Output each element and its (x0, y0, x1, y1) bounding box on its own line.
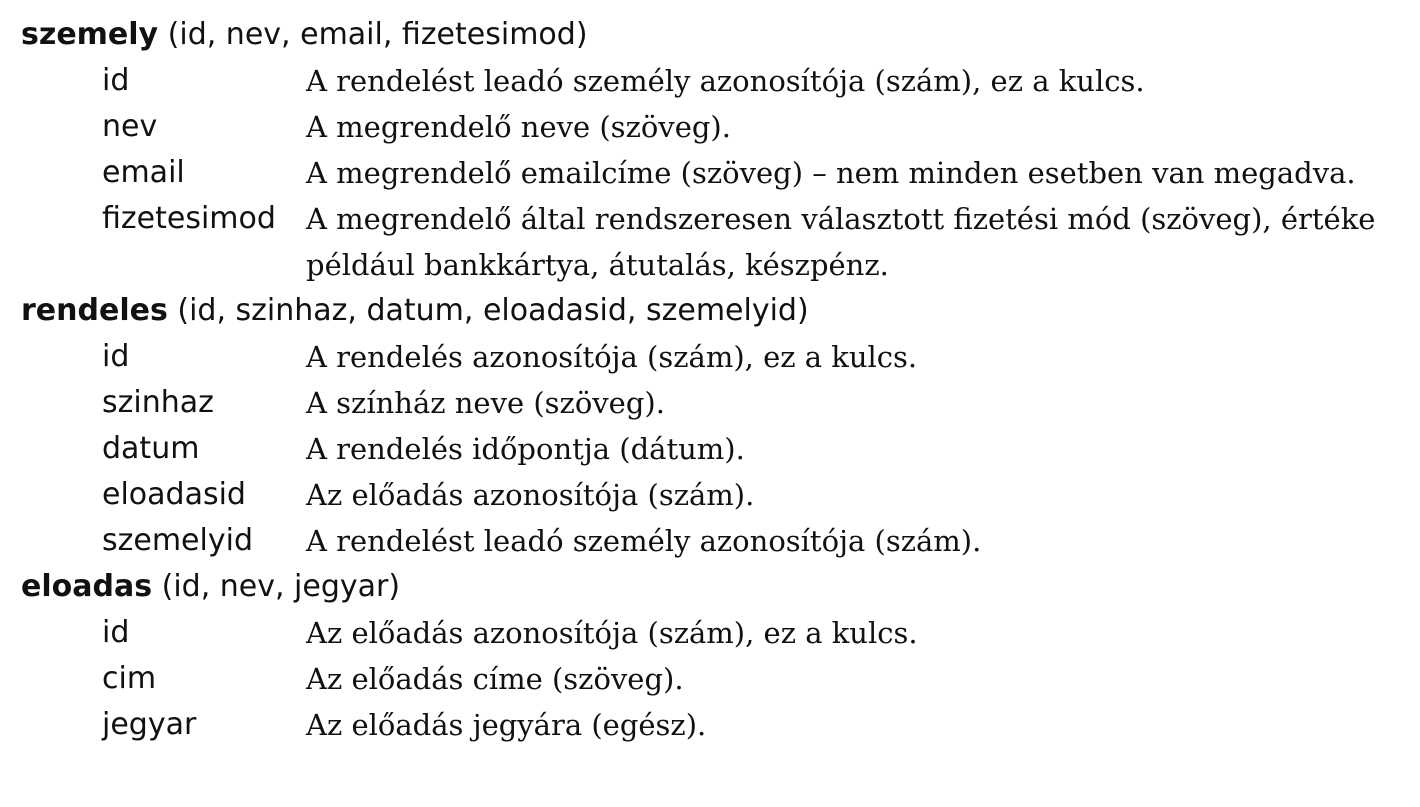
field-description: A megrendelő által rendszeresen választott fizetési mód (szöveg), értéke például bankkártya, átutalás, készpénz. (306, 202, 1376, 282)
field-row (21, 518, 1406, 564)
table-szemely (21, 12, 1406, 288)
field-row (21, 150, 1406, 196)
table-name: eloadas (21, 569, 153, 604)
field-description: A rendelést leadó személy azonosítója (szám). (306, 524, 982, 558)
field-row (21, 58, 1406, 104)
field-name: datum (102, 431, 200, 466)
field-name: id (102, 615, 130, 650)
field-name: id (102, 339, 130, 374)
field-row (21, 656, 1406, 702)
schema-document (21, 12, 1406, 748)
field-row (21, 702, 1406, 748)
table-header (21, 288, 1406, 334)
table-eloadas (21, 564, 1406, 748)
field-row (21, 472, 1406, 518)
table-name: rendeles (21, 293, 168, 328)
field-name: id (102, 63, 130, 98)
field-description: A színház neve (szöveg). (306, 386, 665, 420)
field-name: eloadasid (102, 477, 246, 512)
field-description: Az előadás jegyára (egész). (306, 708, 707, 742)
field-description: A rendelés azonosítója (szám), ez a kulcs. (306, 340, 918, 374)
field-description: A megrendelő neve (szöveg). (306, 110, 731, 144)
field-row (21, 104, 1406, 150)
field-name: szinhaz (102, 385, 214, 420)
table-name: szemely (21, 17, 159, 52)
field-row (21, 610, 1406, 656)
field-description: A rendelés időpontja (dátum). (306, 432, 745, 466)
table-rendeles (21, 288, 1406, 564)
field-name: fizetesimod (102, 201, 276, 236)
table-header (21, 12, 1406, 58)
table-header (21, 564, 1406, 610)
field-row (21, 426, 1406, 472)
field-row (21, 380, 1406, 426)
field-name: szemelyid (102, 523, 253, 558)
field-row (21, 334, 1406, 380)
field-description: Az előadás azonosítója (szám). (306, 478, 755, 512)
field-name: nev (102, 109, 158, 144)
field-description: A megrendelő emailcíme (szöveg) – nem minden esetben van megadva. (306, 156, 1356, 190)
table-columns: (id, szinhaz, datum, eloadasid, szemelyid) (177, 293, 809, 328)
field-description: A rendelést leadó személy azonosítója (szám), ez a kulcs. (306, 64, 1145, 98)
field-description: Az előadás címe (szöveg). (306, 662, 684, 696)
field-row (21, 196, 1406, 288)
table-columns: (id, nev, jegyar) (161, 569, 401, 604)
field-name: cim (102, 661, 157, 696)
field-name: email (102, 155, 185, 190)
field-name: jegyar (102, 707, 197, 742)
table-columns: (id, nev, email, fizetesimod) (167, 17, 588, 52)
field-description: Az előadás azonosítója (szám), ez a kulcs. (306, 616, 918, 650)
